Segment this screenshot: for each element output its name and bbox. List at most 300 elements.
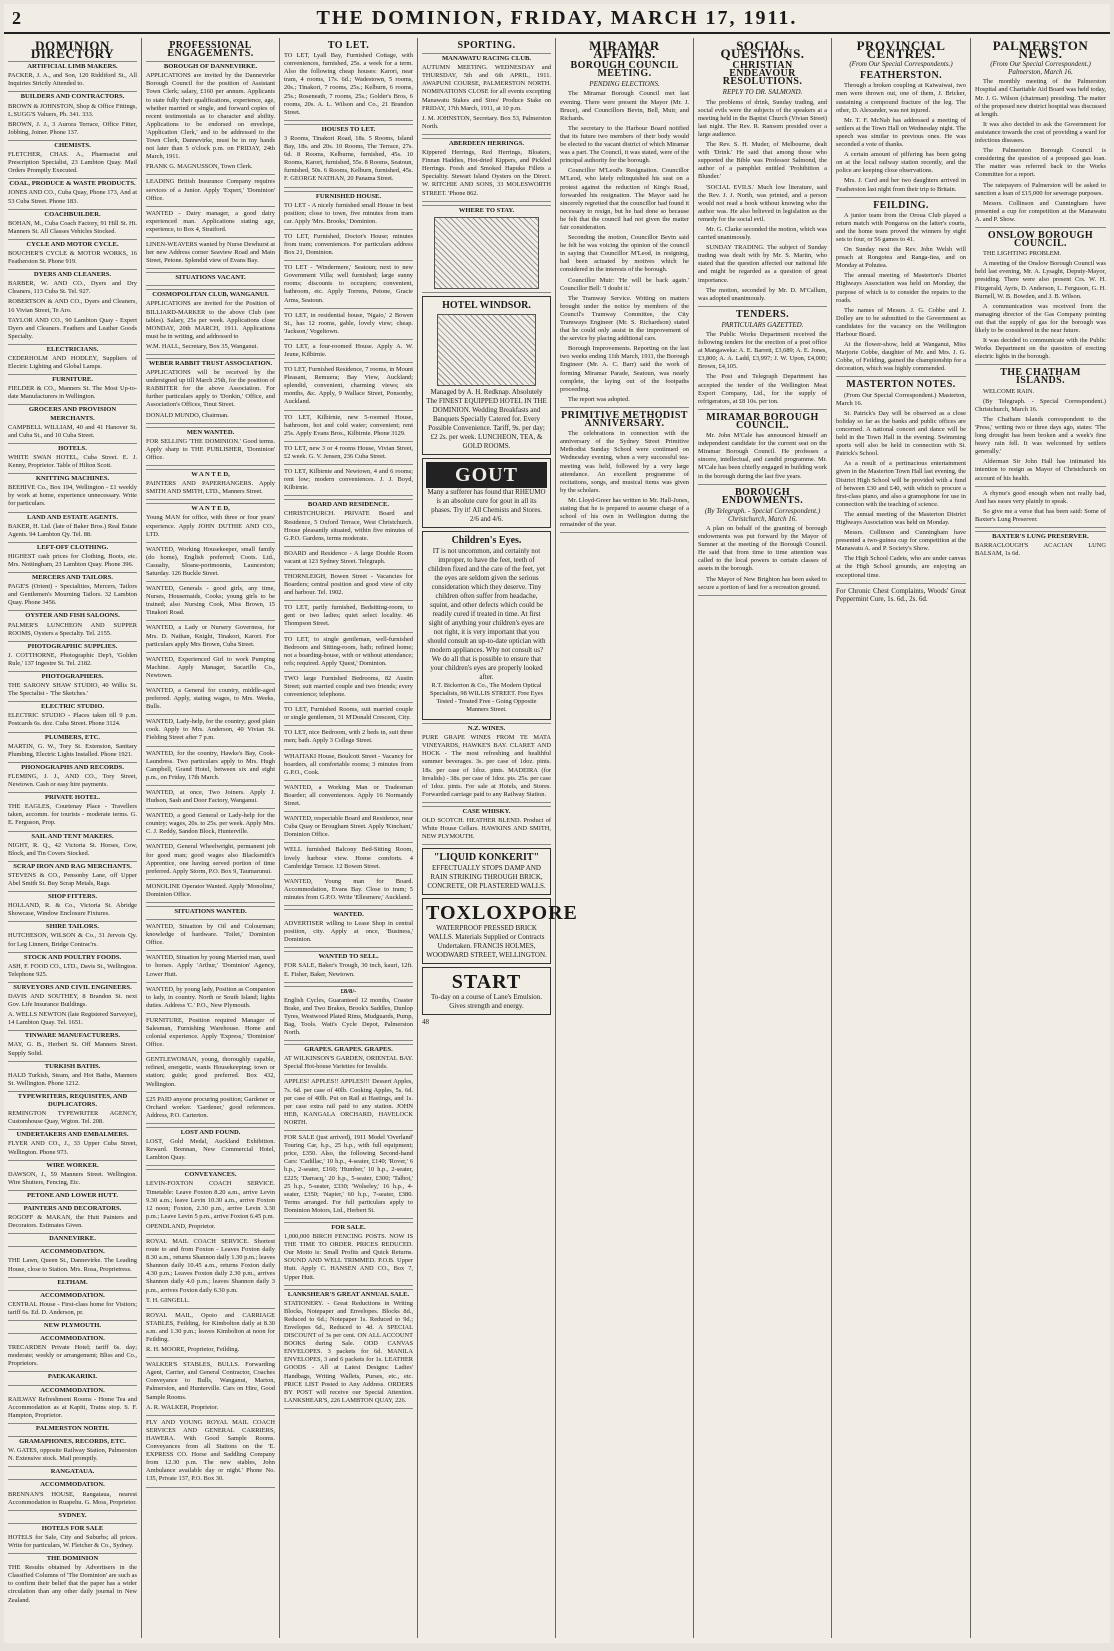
ad-text: WELL furnished Balcony Bed-Sitting Room, lovely harbour view. Home comforts. 4 Cambridge Terrace. 12 Bowen Street. bbox=[284, 846, 413, 870]
directory-category: PHOTOGRAPHERS. bbox=[8, 671, 137, 681]
divider bbox=[146, 581, 275, 582]
divider bbox=[560, 407, 689, 408]
ad-block bbox=[284, 909, 413, 948]
divider bbox=[284, 1074, 413, 1075]
ad-text: WANTED, at once, Two Joiners. Apply J. Hudson, Sash and Door Factory, Wanganui. bbox=[146, 788, 275, 805]
ad-block bbox=[146, 469, 275, 500]
directory-category: THE DOMINION bbox=[8, 1553, 137, 1563]
ad-text: Young MAN for office, with three or four years' experience. Apply JOHN DUTHIE AND CO., LTD. bbox=[146, 514, 275, 538]
ad-block bbox=[284, 1044, 413, 1075]
directory-category: PAINTERS AND DECORATORS. bbox=[8, 1203, 137, 1213]
ad-text: WANTED, a General for country, middle-aged preferred. Apply, stating wages, to Mrs. Weeks, Bulls. bbox=[146, 687, 275, 711]
ad-text: WANTED, a Lady or Nursery Governess, for Mrs. D. Nathan, Knight, Tinakori, Karori. For particulars apply Mrs Brown, Cuba Street. bbox=[146, 624, 275, 648]
paragraph: The monthly meeting of the Palmerston Hospital and Charitable Aid Board was held today, Mr. J. G. Wilson (chairman) presiding. The matter of the proposed new district hospital was discussed at length. bbox=[975, 78, 1106, 118]
paragraph: The secretary to the Harbour Board notified that its future two members of their body would be elected to the vacant district of which Miramar was a part. The Council, it was stated, were of the principal authority for the borough. bbox=[560, 124, 689, 165]
ad-text: WHAITAKI House, Boulcott Street - Vacancy for boarders, all comfortable rooms; 3 minutes from G.P.O., Cook. bbox=[284, 752, 413, 776]
directory-category: CHEMISTS. bbox=[8, 140, 137, 150]
masthead bbox=[4, 4, 1110, 34]
divider bbox=[422, 201, 551, 202]
directory-category: TYPEWRITERS, REQUISITES, AND DUPLICATORS. bbox=[8, 1091, 137, 1109]
ad-title: ABERDEEN HERRINGS. bbox=[422, 138, 551, 148]
ad-text: TO LET, partly furnished, Bedsitting-room, to gent or two ladies; quiet select locality. 46 Thompson Street. bbox=[284, 604, 413, 628]
ad-block bbox=[422, 53, 551, 135]
ad-signature: DONALD MUNDO, Chairman. bbox=[146, 411, 229, 419]
paragraph: The Chatham Islands correspondent to the 'Press,' writing two or three days ago, states: 'The long drought has been broken and a week's fine heavy rain fell. It was welcomed by settlers generally.' bbox=[975, 415, 1106, 456]
ad-text: LINEN-WEAVERS wanted by Nurse Dewhurst at her new Address corner Seaview Road and Main Street, Petone. Splendid view of Evans Bay. bbox=[146, 240, 275, 265]
ad-text: WANTED, Experienced Girl to work Pumping Machine. Apply Manager, Sacarillo Co., Newtown. bbox=[146, 655, 275, 679]
ad-block bbox=[284, 343, 413, 363]
ad-text: APPLICATIONS are invited by the Dannevirke Borough Council for the position of Assistant Town Clerk; salary, £160 per annum. Applicants to state fully their qualifications, experience, age, whether married or single, and forward copies of recent testimonials as to character and ability. Applications to be endorsed on envelope, 'Application Clerk,' and to be addressed to the Town Clerk, Dannevirke, must be in my hands not later than 5 o'clock p.m. on FRIDAY, 24th March, 1911. bbox=[146, 72, 275, 161]
directory-entry: BROWN, J. J., 3 Aurora Terrace, Office Fitter, Jobbing, Joiner. Phone 137. bbox=[8, 120, 137, 136]
directory-category: WIRE WORKER. bbox=[8, 1160, 137, 1170]
directory-entry: BOUCHER'S CYCLE & MOTOR WORKS, 16 Featherston St. Phone 919. bbox=[8, 249, 137, 266]
ad-text: TO LET, Lyall Bay, Furnished Cottage, with conveniences, furnished, 25s. a week for a term. Also the following cheap houses: Karori, near tram, 4 rooms, 17s. 6d.; Wadestown, 5 rooms, 20s.; Tinakori, 7 rooms, 25s.; Kelburn, 6 rooms, 25s.; Roseneath, 7 rooms, 25s.; Golder's Bros, 6 rooms, 20s. A. L. Wilson and Co., 21 Brandon Street. bbox=[284, 52, 413, 116]
paragraph: THE LIGHTING PROBLEM. bbox=[983, 250, 1061, 258]
ad-signature: OPENDLAND, Proprietor. bbox=[146, 1222, 216, 1230]
directory-category: CYCLE AND MOTOR CYCLE. bbox=[8, 239, 137, 249]
directory-category: SAIL AND TENT MAKERS. bbox=[8, 831, 137, 841]
ad-title: BOARD AND RESIDENCE. bbox=[284, 499, 413, 509]
directory-entry: ASH, F. FOOD CO., LTD., Davis St., Wellington. Telephone 925. bbox=[8, 962, 137, 978]
ad-text: £25 PAID anyone procuring position; Gardener or Orchard worker. 'Gardener,' good references. Address, P.O. Carterton. bbox=[146, 1095, 275, 1119]
ad-title: W A N T E D, bbox=[146, 503, 275, 513]
ad-title: £8/8/- bbox=[284, 986, 413, 996]
paragraph: A communication was received from the managing director of the Gas Company pointing out that the supply of gas for the borough was likely to be considered in the near future. bbox=[975, 302, 1106, 334]
ad-text: FOR SALE (just arrived), 1911 Model 'Overland' Touring Car, h.p., 25 h.p., with full equipment; price, £350. Also, the following Second-hand Cars: 'Cadillac,' 10 h.p., 4-seater, £140; 'Rover,' 6 h.p., 2-seater, £160; 'Humber,' 10 h.p., 2-seater, £225; 'Darracq,' 20 h.p., 5-seater, £300; 'Talbot,' 25 h.p., 5-seater, £330; 'Wolseley,' 16 h.p., 4-seater, £350; 'Napier,' 60 h.p., 7-seater, £380. Terms arranged. For full particulars apply to Dominion Motors, Ltd., Herbert St. bbox=[284, 1134, 413, 1214]
divider bbox=[284, 1040, 413, 1041]
ad-text: WANTED, Lady-help, for the country; good plain cook. Apply to Mrs. Anderson, 40 Vivian St. Fielding Street after 7 p.m. bbox=[146, 718, 275, 742]
ad-block bbox=[284, 52, 413, 121]
ad-text: TO LET, Kilbirnie, new 5-roomed House, bathroom, hot and cold water; convenient; rent 25s. Apply Evans Bros., Kilbirnie. Phone 3129. bbox=[284, 413, 413, 437]
directory-heading: DOMINION DIRECTORY bbox=[30, 38, 115, 62]
section-heading: MIRAMAR BOROUGH COUNCIL. bbox=[706, 411, 819, 431]
ad-text: To-day on a course of Lane's Emulsion. Gives strength and energy. bbox=[431, 993, 542, 1011]
divider bbox=[284, 749, 413, 750]
ad-block bbox=[146, 427, 275, 466]
paragraph: A certain amount of pilfering has been going on at the local railway station recently, and the police are keeping close observations. bbox=[836, 151, 966, 175]
directory-category: SYDNEY. bbox=[8, 1510, 137, 1520]
paragraph: The Palmerston Borough Council is considering the question of a proposed gas loan. The matter was referred back to the Works Committee for a report. bbox=[975, 147, 1106, 179]
directory-category: SCRAP IRON AND RAG MERCHANTS. bbox=[8, 861, 137, 871]
ad-text: BARRACLOUGH'S ACACIAN LUNG BALSAM, 1s 6d. bbox=[975, 542, 1106, 558]
directory-category: UNDERTAKERS AND EMBALMERS. bbox=[8, 1129, 137, 1139]
directory-entry: BRENNAN'S HOUSE, Rangataua, nearest Accommodation to Ruapehu. G. Moss, Proprietor. bbox=[8, 1490, 137, 1506]
divider bbox=[975, 527, 1106, 528]
ad-text: WANTED, Situation by young Married man, used to horses. Apply 'Arthur,' 'Dominion' Agency, Lower Hutt. bbox=[146, 954, 275, 978]
paragraph: A rhyme's good enough when not really bad, And has eases very plainly to speak. bbox=[975, 489, 1106, 505]
divider bbox=[284, 842, 413, 843]
paragraph: As a result of a pertinacious entertainment given in the Masterton Town Hall last evening, the District High School will be provided with a fund of between £30 and £40, with which to procure a first-class piano, and also a gramophone for use in connection with the teaching of science. bbox=[836, 460, 966, 508]
divider bbox=[146, 268, 275, 269]
directory-category: SHOP FITTERS. bbox=[8, 891, 137, 901]
directory-category: HOTELS FOR SALE bbox=[8, 1523, 137, 1533]
ad-block bbox=[146, 1096, 275, 1124]
divider bbox=[146, 746, 275, 747]
ad-block bbox=[284, 1134, 413, 1219]
divider bbox=[975, 486, 1106, 487]
directory-category: TURKISH BATHS. bbox=[8, 1061, 137, 1071]
section-subhead: PARTICULARS GAZETTED. bbox=[721, 320, 804, 329]
ad-block bbox=[146, 1017, 275, 1053]
ad-block bbox=[146, 1419, 275, 1488]
directory-entry: BOHAN, M., Cuba Coach Factory, 91 Hill St. Ht. Manners St. All Classes Vehicles Stocked. bbox=[8, 219, 137, 235]
directory-category: KNITTING MACHINES. bbox=[8, 473, 137, 483]
divider bbox=[560, 532, 689, 533]
directory-category: RANGATAUA. bbox=[8, 1466, 137, 1476]
divider bbox=[284, 1130, 413, 1131]
divider bbox=[284, 600, 413, 601]
ad-block bbox=[146, 1312, 275, 1358]
divider bbox=[836, 197, 966, 198]
ad-text: APPLICATIONS will be received by the undersigned up till March 25th, for the position of RABBITER for the above Association. For further particulars apply to 'Donkin,' Office, and Association's Offices, Tinui Street. bbox=[146, 369, 275, 409]
column-miramar-affairs bbox=[556, 38, 694, 1638]
paragraph: A junior team from the Oroua Club played a return match with Pongaroa on the latter's courts, and the home team proved the winners by eight sets to four, or 56 games to 41. bbox=[836, 211, 966, 243]
directory-entry: NIGHT, R. Q., 42 Victoria St. Horses, Cow, Block, and Tin Covers Stocked. bbox=[8, 841, 137, 857]
section-heading: FEATHERSTON. bbox=[860, 70, 942, 82]
ad-block bbox=[146, 178, 275, 206]
ad-block bbox=[422, 531, 551, 720]
ad-block bbox=[284, 1078, 413, 1131]
column-directory bbox=[4, 38, 142, 1638]
directory-entry: W. GATES, opposite Railway Station, Palmerston N. Extensive stock. Mail promptly. bbox=[8, 1447, 137, 1463]
section-subhead: REPLY TO DR. SALMOND. bbox=[722, 88, 803, 97]
directory-category: COACHBUILDER. bbox=[8, 209, 137, 219]
divider bbox=[284, 546, 413, 547]
palmerston-subhead: (From Our Special Correspondent.) Palmerston, March 16. bbox=[990, 60, 1091, 77]
ad-text: TO LET, to single gentleman, well-furnished Bedroom and Sitting-room, bath; refined home; not a boarding-house, with or without attendance; refs; required. Apply 'Quest,' Dominion. bbox=[284, 635, 413, 667]
directory-category: ELECTRICIANS. bbox=[8, 344, 137, 354]
ad-text: WANTED, General Wheelwright, permanent job for good man; good wages also Blacksmith's Apprentice, one having served portion of time preferred. Apply Storm, P.O. Box 9, Taumarunui. bbox=[146, 843, 275, 875]
directory-entry: HUTCHESON, WILSON & Co., 31 Jervois Qy. for Leg Linners, Bridge Contrac'rs. bbox=[8, 932, 137, 948]
ad-text: 1,000,000 BIRCH FENCING POSTS. NOW IS THE TIME TO ORDER. PRICES REDUCED. Our Motto is: Small Profits and Quick Returns. SOUND AND WELL TRIMMED. P.O.B. Upper Hutt. Apply C. HANSEN AND CO., Box 7, Upper Hutt. bbox=[284, 1233, 413, 1281]
divider bbox=[284, 464, 413, 465]
paragraph: The High School Cadets, who are under canvas at the High School grounds, are enjoying an exceptional time. bbox=[836, 555, 966, 579]
ad-block bbox=[422, 723, 551, 803]
divider bbox=[284, 1218, 413, 1219]
ad-text: APPLES! APPLES!! APPLES!!! Dessert Apples, 7s. 6d. per case of 40lb. Cooking Apples, 5s. 6d. per case of 40lb. Put on Rail at Hastings, and 1s. per case extra rail paid to any station. JOHN HEB, KANGALA ORCHARD, HAVELOCK NORTH. bbox=[284, 1078, 413, 1126]
paragraph: The report was adopted. bbox=[568, 395, 630, 403]
ad-signature: W.M. HALL, Secretary, Box 35, Wanganui. bbox=[146, 342, 259, 350]
divider bbox=[146, 902, 275, 903]
ad-title: CASE WHISKY. bbox=[422, 806, 551, 816]
divider bbox=[284, 780, 413, 781]
ad-text: TO LET - 'Windermere,' Seatoun; next to new Government Villa; well furnished; large sunny rooms; discounts to occupiers; convenient, bathroom, etc. Apply Torrens, Petone, Gracie Arms, Seatoun. bbox=[284, 264, 413, 304]
directory-category: ACCOMMODATION. bbox=[8, 1479, 137, 1489]
directory-entry: THE EAGLES, Courtenay Place - Travellers taken, accomm. for tourists - moderate terms. G. E. Ferguson, Prop. bbox=[8, 803, 137, 827]
ad-title: BOROUGH OF DANNEVIRKE. bbox=[146, 61, 275, 71]
ad-title: WHERE TO STAY. bbox=[422, 205, 551, 215]
directory-entry: J. COTTHORNE, Photographic Dep't, 'Golden Rule,' 137 Ingestre St. Tel. 2182. bbox=[8, 651, 137, 667]
divider bbox=[698, 409, 827, 410]
ad-block bbox=[146, 546, 275, 582]
directory-category: HOTELS. bbox=[8, 443, 137, 453]
directory-entry: CAMPBELL WILLIAM, 40 and 41 Hanover St. and Cuba St., and 10 Cuba Street. bbox=[8, 423, 137, 439]
divider bbox=[146, 1487, 275, 1488]
ad-block bbox=[422, 848, 551, 895]
divider bbox=[422, 134, 551, 135]
ad-block bbox=[146, 812, 275, 840]
ad-text: TO LET, nice Bedroom, with 2 beds in, suit three men; bath. Apply 3 College Street. bbox=[284, 729, 413, 745]
ad-block bbox=[146, 1361, 275, 1416]
ad-title: SITUATIONS VACANT. bbox=[146, 272, 275, 282]
ad-block bbox=[284, 264, 413, 308]
section-heading: BOROUGH COUNCIL MEETING. bbox=[570, 60, 679, 80]
directory-entry: PAGE'S (Orient) - Specialities, Mercers, Tailors and Gentlemen's Mourning Tailors. 32 Lambton Quay. Phone 3456. bbox=[8, 583, 137, 607]
ad-block bbox=[422, 898, 578, 964]
directory-category: LAND AND ESTATE AGENTS. bbox=[8, 512, 137, 522]
ad-text: AUTUMN MEETING. WEDNESDAY and THURSDAY, 5th and 6th APRIL, 1911. AWAPUNI COURSE, PALMERSTON NORTH. NOMINATIONS CLOSE for all events excepting Manawatu Stakes and Sires' Produce Stake on FRIDAY, 17th March, 1911, at 10 p.m. bbox=[422, 64, 551, 112]
ad-block bbox=[284, 124, 413, 188]
divider bbox=[284, 1285, 413, 1286]
ad-text: FOR SELLING 'THE DOMINION.' Good terms. Apply sharp to THE PUBLISHER, 'Dominion' Office. bbox=[146, 437, 275, 461]
paragraph: At the flower-show, held at Wanganui, Miss Marjorie Cobbe, daughter of Mr. and Mrs. J. G. Cobbe, of Feilding, gained the championship for a decoration, which was highly commended. bbox=[836, 341, 966, 373]
directory-entry: HOLLAND, R. & Co., Victoria St. Abridge Showcase, Window Enclosure Fixtures. bbox=[8, 902, 137, 918]
provincial-heading: PROVINCIAL CENTRES. bbox=[856, 38, 946, 62]
directory-category: ELTHAM. bbox=[8, 1277, 137, 1287]
directory-category: ACCOMMODATION. bbox=[8, 1385, 137, 1395]
paragraph: WELCOME RAIN. bbox=[983, 387, 1035, 395]
divider bbox=[284, 410, 413, 411]
ad-text: BOARD and Residence - A large Double Room vacant at 123 Sydney Street. Telegraph. bbox=[284, 549, 413, 565]
paragraph: SUNDAY TRADING. The subject of Sunday trading was dealt with by Mr. S. Mariin, who stated that the question affected our national life and might be regarded as a question of great importance. bbox=[698, 244, 827, 284]
paragraph: The Tramway Service. Writing on matters brought under the notice by members of the Council's Tramway Committee, the City Tramways Engineer (Mr. S. Richardson) stated that he could only assist in the improvement of the service by placing additional cars. bbox=[560, 294, 689, 343]
directory-category: COAL, PRODUCE & WASTE PRODUCTS. bbox=[9, 180, 136, 188]
social-heading: SOCIAL QUESTIONS. bbox=[720, 38, 805, 62]
ad-text: ROYAL MAIL, Opoio and CARRIAGE STABLES, Feilding, for Kimbolton daily at 8.30 a.m. and 1.30 p.m.; leaves Kimbolton at noon for Feilding. bbox=[146, 1311, 275, 1343]
ad-block bbox=[146, 241, 275, 269]
divider bbox=[146, 542, 275, 543]
ad-signature: J. M. JOHNSTON, Secretary. Box 53, Palmerston North. bbox=[422, 114, 551, 130]
directory-category: PETONE AND LOWER HUTT. bbox=[8, 1190, 137, 1200]
directory-category: OYSTER AND FISH SALOONS. bbox=[8, 610, 137, 620]
ad-text: APPLICATIONS are invited for the Position of BILLIARD-MARKER to the above Club (see tables). Salary, 25s per week. Applications close MONDAY, 20th MARCH, 1911. Applications must be in writing, and addressed to bbox=[146, 300, 275, 340]
divider bbox=[146, 652, 275, 653]
directory-category: FURNITURE. bbox=[8, 374, 137, 384]
ad-title: LANKSHEAR'S GREAT ANNUAL SALE. bbox=[284, 1289, 413, 1299]
directory-category: ACCOMMODATION. bbox=[8, 1290, 137, 1300]
paragraph: The ratepayers of Palmerston will be asked to sanction a loan of £15,000 for sewerage purposes. bbox=[975, 181, 1106, 197]
ad-title: W A N T E D, bbox=[146, 469, 275, 479]
paragraph: Through a broken coupling at Kaiwaiwai, two men were thrown out, one of them, J. Bricker, sustaining a compound fracture of the leg. The other, D. Alexander, was not injured. bbox=[836, 82, 966, 114]
ad-block bbox=[146, 656, 275, 684]
ad-text: WALKER'S STABLES, BULLS. Forwarding Agent, Carrier, and General Contractor, Coaches Conveyance to Bulls, Wanganui, Marton, Palmerston, and Hunterville. Cars on Hire, Good Sample Rooms. bbox=[146, 1361, 275, 1401]
paragraph: The celebrations in connection with the anniversary of the Sydney Street Primitive Methodist Sunday School were continued on Wednesday evening, when a very successful tea-meeting was held, followed by a very large attendance. An excellent programme of recitations, songs, and musical items was given by the scholars. bbox=[560, 430, 689, 494]
divider bbox=[284, 569, 413, 570]
ad-text: STATIONERY. - Great Reductions in Writing Blocks, Notepaper and Envelopes. Blocks 8d., Reduced to 6d.; Notepaper 1s. Reduced to 9d.; Envelopes 6d., Reduced to 4d. A SPECIAL DISCOUNT of 3s per cent. ON ALL ACCOUNT BOOKS during Sale. ODD CANVAS ENVELOPES. 3 packets for 6d. MANILA ENVELOPES, 3 and 6 packets for 1s. LEATHER GOODS - All at Latest Designs: Ladies' Handbags, Writing Wallets, Purses, etc., etc. PRICE LIST Posted to Any Address. ORDERS BY POST will receive our Special Attention. LANKSHEAR'S, 226 LAMBTON QUAY, 226. bbox=[284, 1299, 413, 1404]
divider bbox=[698, 306, 827, 307]
section-heading: ONSLOW BOROUGH COUNCIL. bbox=[987, 229, 1094, 250]
paragraph: Mr. John M'Cale has announced himself an independent candidate for the current seat on the Miramar Borough Council. He professes a sincere, intellectual, and candid programme. Mr. M'Cale has been chiefly engaged in building work in the borough during the last five years. bbox=[698, 432, 827, 480]
divider bbox=[284, 982, 413, 983]
directory-entry: DAVIS AND SOUTHEY, 8 Brandon St. next Gov. Life Insurance Buildings. bbox=[8, 993, 137, 1009]
ad-title: TOXLOXPORE bbox=[426, 902, 578, 925]
directory-entry: FLEMING, J. J., AND CO., Tory Street, Newtown. Cash or easy hire payments. bbox=[8, 772, 137, 789]
divider bbox=[146, 1092, 275, 1093]
divider bbox=[422, 802, 551, 803]
ad-block bbox=[146, 843, 275, 879]
paragraph: A meeting of the Onslow Borough Council was held last evening, Mr. A. Lysaght, Deputy-Mayor, presiding. There were also present Crs. W. H. Fitzgerald, Ayris, D. Anderson, L. Ferguson, G. H. Burnell, W. B. Bowden, and J. B. Wilson. bbox=[975, 260, 1106, 300]
paragraph: (From Our Special Correspondent.) Masterton, March 16. bbox=[836, 391, 966, 407]
paragraph: The annual meeting of Masterton's District Highways Association was held on Monday, the purpose of which is to consider the repairs to the roads. bbox=[836, 272, 966, 304]
section-subhead: PENDING ELECTIONS. bbox=[589, 80, 660, 89]
directory-category: SHIRE TAILORS. bbox=[8, 921, 137, 931]
section-heading: PRIMITIVE METHODIST ANNIVERSARY. bbox=[561, 409, 688, 430]
directory-entry: DAWSON, J., 59 Manners Street. Wellington. Wire Shutters, Fencing, Etc. bbox=[8, 1170, 137, 1186]
directory-entry: CENTRAL House - First-class home for Visitors; tariff 6s. Ed. D. Anderson, pr. bbox=[8, 1300, 137, 1316]
ad-title: HOUSES TO LET. bbox=[284, 124, 413, 134]
directory-entry: ELECTRIC STUDIO - Places taken till 9 p.m. Postcards 6s. doz. Cuba Street. Phone 3124. bbox=[8, 712, 137, 728]
ad-text: TO LET, Kilbirnie and Newtown, 4 and 6 rooms; rent low; modern conveniences. J. J. Boyd, Kilbirnie. bbox=[284, 468, 413, 492]
ad-title: WANTED TO SELL. bbox=[284, 951, 413, 961]
divider bbox=[146, 237, 275, 238]
divider bbox=[284, 308, 413, 309]
divider bbox=[146, 1052, 275, 1053]
directory-entry: CEDERHOLM AND HODLEY, Suppliers of Electric Lighting and Global Lamps. bbox=[8, 355, 137, 371]
directory-entry: HOTELS for Sale, City and Suburbs; all prices. Write for particulars, W. Fletcher & Co., Sydney. bbox=[8, 1533, 137, 1549]
ad-block bbox=[284, 784, 413, 812]
ad-block bbox=[284, 550, 413, 570]
paragraph: Mrs. J. Card and her two daughters arrived in Featherston last night from their trip to Britain. bbox=[836, 177, 966, 193]
ad-block bbox=[284, 815, 413, 843]
ad-block bbox=[422, 138, 551, 202]
ad-text: Kippered Herrings, Red Herrings, Bloaters, Finnan Haddies, Hot-dried Kippers, and Pickled Herrings. Fresh and Smoked Hapuka Fillets a Speciality. Stewart Island Oysters on the Direct. W. RITCHIE AND SONS, 33 MOLESWORTH STREET. 'Phone 862. bbox=[422, 149, 551, 197]
ad-block bbox=[284, 878, 413, 906]
ad-title: "LIQUID KONKERIT" bbox=[433, 852, 540, 864]
newspaper-title: THE DOMINION, FRIDAY, MARCH 17, 1911. bbox=[316, 7, 798, 29]
divider bbox=[284, 671, 413, 672]
section-heading: THE CHATHAM ISLANDS. bbox=[1000, 367, 1081, 387]
ad-text: TO LET, in residential house, 'Ngaio,' 2 Bowen St., has 12 rooms, gable, lovely view; cheap. 'Jackson,' Vogeltown. bbox=[284, 311, 413, 335]
section-heading: FEILDING. bbox=[873, 199, 929, 211]
miramar-heading: MIRAMAR AFFAIRS. bbox=[589, 38, 660, 62]
ad-block bbox=[146, 687, 275, 715]
ad-title: MEN WANTED. bbox=[146, 427, 275, 437]
divider bbox=[146, 1234, 275, 1235]
ad-title: MANAWATU RACING CLUB. bbox=[422, 53, 551, 63]
column-provincial-centres bbox=[832, 38, 971, 1638]
directory-entry: PALMER'S LUNCHEON AND SUPPER ROOMS, Oysters a Specialty. Tel. 2155. bbox=[8, 621, 137, 637]
ad-text: WANTED, Generals - good girls, any time, Nurses, Housemaids, Cooks; young girls to be trained; also Nursing Cook, Miss Brown, 15 Tinakori Road. bbox=[146, 585, 275, 617]
directory-category: NEW PLYMOUTH. bbox=[8, 1320, 137, 1330]
paragraph: On Sunday next the Rev. John Welsh will preach at Rongotea and Ranga-tiea, and on Monday at Pohutea. bbox=[836, 246, 966, 270]
ad-block bbox=[146, 1238, 275, 1309]
ad-signature: T. H. GINGELL. bbox=[146, 1296, 190, 1304]
ad-text: FLY AND YOUNG ROYAL MAIL COACH SERVICES AND GENERAL CARRIERS, HAWERA. With Good Sample Rooms. Conveyances from all Stations on the 'E. EXPRESS CO. Horse and Saddling Company from 12.30 p.m. The new stables, John Ambulance available day or night.' Phone No. 135, Private 137, P.O. Box 30. bbox=[146, 1418, 275, 1483]
directory-entry: STEVENS & CO., Pensonby Lane, off Upper Abel Smith St. Buy Scrap Metals, Rags. bbox=[8, 871, 137, 887]
paragraph: The Mayor of New Brighton has been asked to secure a portion of land for a recreation ground. bbox=[698, 575, 827, 591]
divider bbox=[146, 285, 275, 286]
ad-block bbox=[146, 923, 275, 951]
divider bbox=[975, 364, 1106, 365]
divider bbox=[146, 1308, 275, 1309]
directory-category: PALMERSTON NORTH. bbox=[8, 1423, 137, 1433]
ad-block bbox=[284, 846, 413, 874]
ad-block bbox=[146, 718, 275, 746]
section-subhead: (By Telegraph. - Special Correspondent.) Christchurch, March 16. bbox=[704, 506, 821, 523]
ad-title: COSMOPOLITAN CLUB, WANGANUI. bbox=[146, 289, 275, 299]
divider bbox=[836, 376, 966, 377]
paragraph: The Public Works Department received the following tenders for the erection of a post office at Mangaweka: A. E. Barrett, £3,689; A. E. Jones, £3,800; A. A. Ladd, £3,997; J. W. Upon, £4,000; Brown, £4,105. bbox=[698, 331, 827, 371]
divider bbox=[836, 583, 966, 584]
ad-text: FOR SALE, Baker's Trough, 30 inch, kauri, 12ft. E. Fisher, Baker, Newtown. bbox=[284, 962, 413, 978]
ad-block bbox=[284, 445, 413, 465]
paragraph: Mr. Lloyd-Greer has written to Mr. Hall-Jones, stating that he is prepared to assume charge of a school of his own in Wellington during the remainder of the year. bbox=[560, 496, 689, 529]
palmerston-heading: PALMERSTON NEWS. bbox=[992, 38, 1089, 62]
ad-text: WANTED, Situation by Oil and Colourman; knowledge of hardware. 'Toilet,' Dominion Office. bbox=[146, 923, 275, 947]
ad-block bbox=[422, 967, 551, 1015]
ad-text: WANTED, Young man for Board. Accommodation, Evans Bay. Close to tram; 5 minutes from G.P.O. Write 'Ellesmere,' Auckland. bbox=[284, 877, 413, 901]
directory-category: DYERS AND CLEANERS. bbox=[8, 269, 137, 279]
hotel-illustration bbox=[437, 314, 536, 386]
footer-note: For Chronic Chest Complaints, Woods' Great Peppermint Cure, 1s. 6d., 2s. 6d. bbox=[836, 586, 966, 603]
divider bbox=[146, 839, 275, 840]
divider bbox=[146, 1165, 275, 1166]
divider bbox=[284, 905, 413, 906]
paragraph: The Post and Telegraph Department has accepted the tender of the Wellington Meat Export Company, Ltd., for the supply of refrigerators, at £8 10s. per ton. bbox=[698, 373, 827, 405]
ad-title: START bbox=[451, 971, 522, 994]
directory-entry: WHITE SWAN HOTEL, Cuba Street. E. J. Kenny, Proprietor. Table of Hilton Scott. bbox=[8, 453, 137, 470]
ad-block bbox=[146, 986, 275, 1014]
ad-block bbox=[146, 1169, 275, 1235]
divider bbox=[146, 950, 275, 951]
ad-block bbox=[422, 458, 551, 528]
divider bbox=[284, 441, 413, 442]
directory-category: BUILDERS AND CONTRACTORS. bbox=[8, 91, 137, 101]
ad-block bbox=[146, 210, 275, 238]
paragraph: The Miramar Borough Council met last evening. There were present the Mayor (Mr. J. Bruce), and Councillors Bevin, Bell, Muir, and Richards. bbox=[560, 90, 689, 122]
divider bbox=[284, 229, 413, 230]
page-number: 2 bbox=[12, 8, 21, 28]
paragraph: Messrs. Collinson and Cunningham have presented a two-guinea cup for competition at the Manawatu A. and P. Society's Show. bbox=[836, 529, 966, 553]
divider bbox=[146, 1013, 275, 1014]
ad-block bbox=[284, 1289, 413, 1409]
divider bbox=[146, 206, 275, 207]
directory-category: PHONOGRAPHS AND RECORDS. bbox=[8, 762, 137, 772]
directory-entry: THE SARONY SHAW STUDIO, 40 Willis St. The Specialist - 'The Sketches.' bbox=[8, 682, 137, 698]
ad-block bbox=[284, 573, 413, 601]
ad-text: TO LET, Furnished Residence, 7 rooms, in Mount Pleasant, Remuera; Bay View, Auckland; splendid, convenient, charming views; six months, &c. Apply, 9 Wallace Street, Ponsonby, Auckland. bbox=[284, 366, 413, 406]
ad-block bbox=[284, 499, 413, 546]
directory-entry: THE Results obtained by Advertisers in the Classified Columns of 'The Dominion' are such as to confirm their belief that the paper has a wider circulation than any other daily journal in New Zealand. bbox=[8, 1564, 137, 1604]
divider bbox=[146, 174, 275, 175]
ad-block bbox=[284, 191, 413, 230]
ad-title: GOUT bbox=[426, 462, 547, 488]
ad-text: 3 Rooms, Tinakori Road, 18s. 5 Rooms, Island Bay, 18s. and 20s. 10 Rooms, The Terrace, 27s. 6d. 8 Rooms, Kelburne, furnished, 45s. 10 Rooms, Karori, furnished, 55s. 8 Rooms, Seatoun, furnished, 50s. 6 Rooms, Kelburn, furnished, 45s. F. GEORGE NATHAN, 20 Panama Street. bbox=[284, 134, 413, 183]
directory-entry: RAILWAY Refreshment Rooms - Home Tea and Accommodation as at Kapiti, Trains stop. S. F. Hampton, Proprietor. bbox=[8, 1395, 137, 1419]
ad-block bbox=[146, 883, 275, 903]
ad-text: MONOLINE Operator Wanted. Apply 'Monoline,' Dominion Office. bbox=[146, 882, 275, 898]
ad-block bbox=[422, 205, 551, 293]
ad-block bbox=[146, 503, 275, 542]
column-number: 48 bbox=[422, 1018, 429, 1027]
directory-category: PHOTOGRAPHIC SUPPLIES. bbox=[8, 641, 137, 651]
ad-text: WANTED, a Working Man or Tradesman Boarder; all conveniences. Apply 16 Normandy Street. bbox=[284, 783, 413, 808]
ad-block bbox=[284, 951, 413, 982]
divider bbox=[146, 683, 275, 684]
ad-text: WATERPROOF PRESSED BRICK WALLS. Materials Supplied or Contracts Undertaken. FRANCIS HOLMES, WOODWARD STREET, WELLINGTON. bbox=[426, 924, 547, 960]
directory-entry: TRECARDEN Private Hotel; tariff 6s. day; moderate; weekly or arrangement; Bliss and Co., Proprietors. bbox=[8, 1344, 137, 1368]
section-heading: BOROUGH ENDOWMENTS. bbox=[721, 486, 804, 506]
directory-entry: JONES AND CO., Cuba Quay, Phone 173, And at 53 Cuba Street. Phone 183. bbox=[8, 189, 137, 205]
column-social-questions bbox=[694, 38, 832, 1638]
paragraph: (By Telegraph. - Special Correspondent.) Christchurch, March 16. bbox=[975, 397, 1106, 413]
ad-block bbox=[284, 729, 413, 749]
paragraph: It was also decided to ask the Government for assistance towards the cost of providing a ward for infectious diseases. bbox=[975, 120, 1106, 145]
ad-block bbox=[146, 585, 275, 621]
ad-block bbox=[284, 986, 413, 1042]
ad-block bbox=[146, 1127, 275, 1166]
ad-text: CHRISTCHURCH. PRIVATE Board and Residence, 5 Oxford Terrace, West Christchurch. House pleasantly situated, within five minutes of G.P.O. Gardens, terms moderate. bbox=[284, 510, 413, 542]
